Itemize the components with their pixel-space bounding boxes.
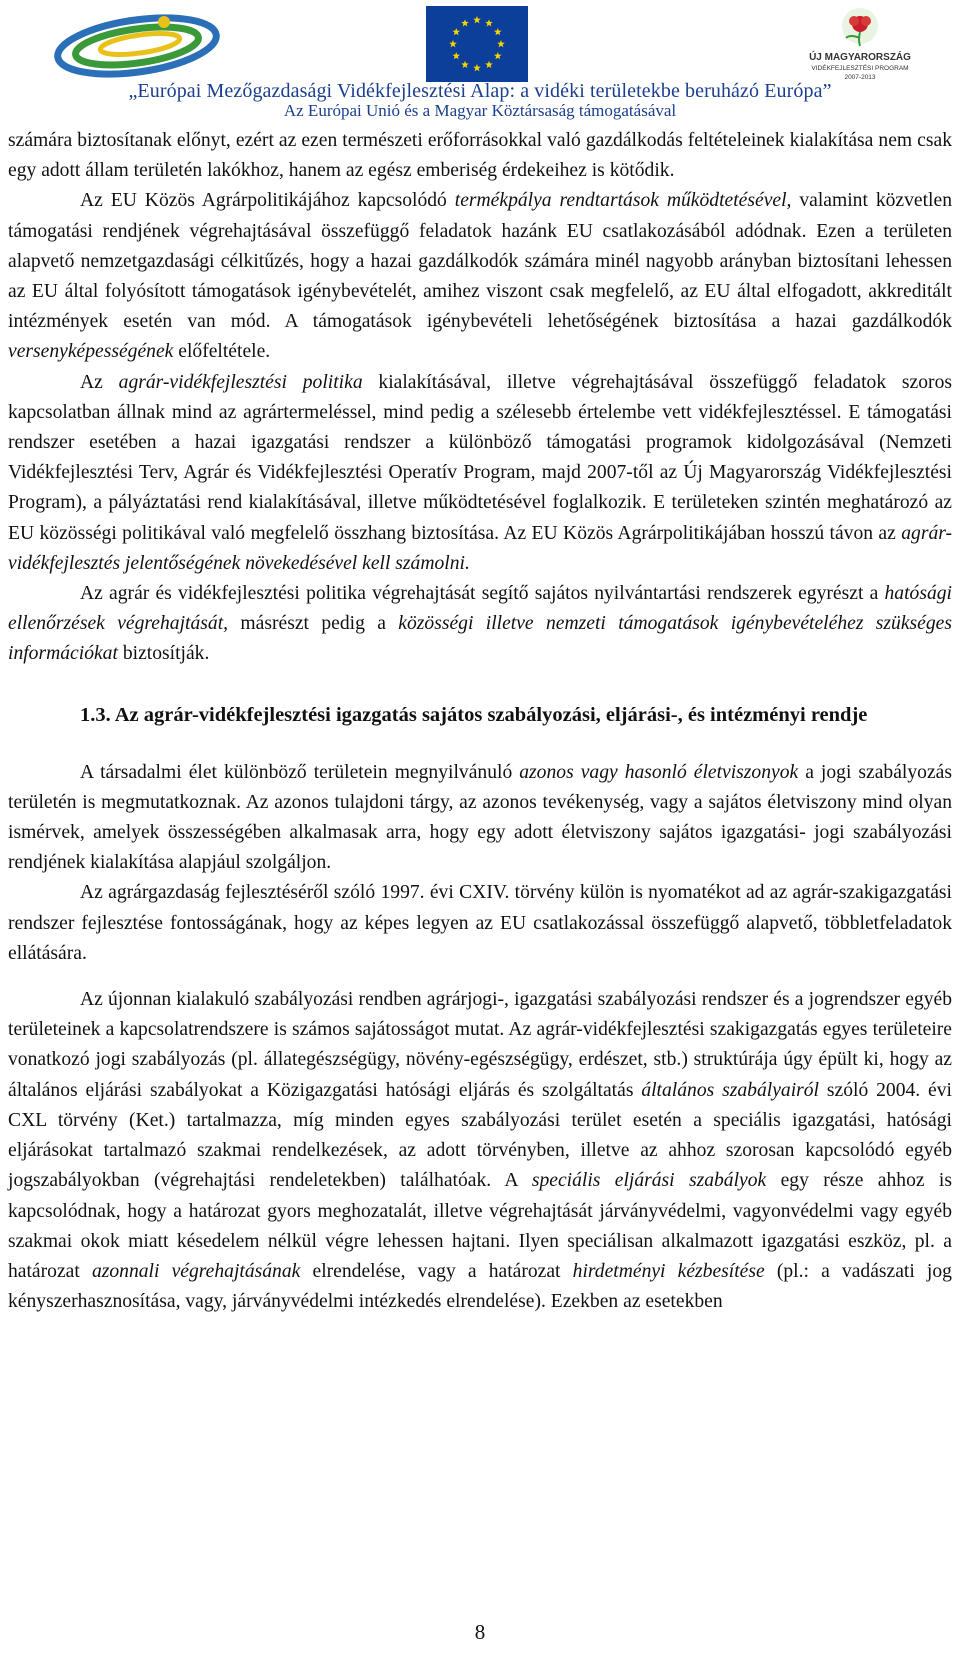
- svg-text:2007-2013: 2007-2013: [844, 74, 876, 81]
- paragraph-2: [8, 186, 952, 367]
- uj-magyarorszag-logo: [800, 4, 920, 84]
- paragraph-5: [8, 758, 952, 879]
- text-run: egy része ahhoz is kapcsolódnak, hogy a határozat gyors meghozatalát, illetve végrehajtását járványvédelmi, vagyonvédelmi vagy egyéb szakmai okok miatt késedelem nélkül végre lehessen hajtani. Ilyen speciálisan alkalmazott igazgatási eszköz, pl. a határozat: [8, 1170, 952, 1282]
- italic-text-run: agrár-vidékfejlesztési politika: [118, 371, 363, 393]
- paragraph-4: [8, 579, 952, 670]
- text-run: Az EU Közös Agrárpolitikájához kapcsolódó: [80, 190, 455, 212]
- text-run: valamint közvetlen támogatási rendjének végrehajtásával összefüggő feladatok hazánk EU csatlakozásából adódnak. Ezen a területen alapvető nemzetgazdasági célkitűzés, hogy a hazai gazdálkodók számára minél nagyobb arányban biztosítani lehessen az EU által folyósított támogatások igénybevételét, amihez viszont csak megfelelő, az EU által elfogadott, akkreditált intézmények esetén van mód. A támogatások igénybevételi lehetőségének biztosítása a hazai gazdálkodók: [8, 190, 952, 333]
- italic-text-run: versenyképességének: [8, 341, 174, 363]
- text-run: kialakításával, illetve végrehajtásával összefüggő feladatok szoros kapcsolatban állnak mind az agrártermeléssel, mind pedig a szélesebb értelembe vett vidékfejlesztéssel. E támogatási rendszer esetében a hazai igazgatási rendszer a különböző támogatási programok kidolgozásával (Nemzeti Vidékfejlesztési Terv, Agrár és Vidékfejlesztési Operatív Program, majd 2007-től az Új Magyarország Vidékfejlesztési Program), a pályáztatási rend kialakításával, illetve működtetésével foglalkozik. E területeken szintén meghatározó az EU közösségi politikával való megfelelő összhang biztosítása. Az EU Közös Agrárpolitikájában hosszú távon az: [8, 371, 952, 544]
- text-run: Az: [80, 371, 119, 393]
- italic-text-run: általános szabályairól: [641, 1079, 820, 1101]
- paragraph-1: [8, 126, 952, 186]
- svg-text:ÚJ MAGYARORSZÁG: ÚJ MAGYARORSZÁG: [809, 52, 911, 63]
- eu-flag-logo: [426, 6, 528, 82]
- text-run: Az újonnan kialakuló szabályozási rendben agrárjogi-, igazgatási szabályozási rendszer és a jogrendszer egyéb területeinek a kapcsolatrendszere is számos sajátosságot mutat. Az agrár-vidékfejlesztési szakigazgatás egyes területeire vonatkozó jogi szabályozás (pl. állategészségügy, növény-egészségügy, erdészet, stb.) struktúrája úgy épült ki, hogy az általános eljárási szabályokat a Közigazgatási hatósági eljárás és szolgáltatás: [8, 989, 952, 1101]
- italic-text-run: azonnali végrehajtásának: [91, 1260, 301, 1282]
- section-heading: 1.3. Az agrár-vidékfejlesztési igazgatás sajátos szabályozási, eljárási-, és intézményi rendje: [80, 703, 868, 726]
- header-support-line: Az Európai Unió és a Magyar Köztársaság támogatásával: [283, 101, 677, 120]
- text-run: elrendelése, vagy a határozat: [300, 1260, 573, 1282]
- document-body: [8, 126, 952, 1317]
- header-program-title: „Európai Mezőgazdasági Vidékfejlesztési Alap: a vidéki területekbe beruházó Európa”: [128, 80, 832, 102]
- italic-text-run: termékpálya rendtartások működtetésével,: [454, 190, 792, 212]
- program-swoosh-logo: [52, 6, 222, 82]
- text-run: másrészt pedig a: [228, 613, 399, 635]
- text-run: biztosítják.: [117, 643, 210, 665]
- italic-text-run: agrár-vidékfejlesztés jelentőségének növekedésével kell számolni.: [8, 522, 952, 574]
- text-run: szóló 2004. évi CXL törvény (Ket.) tartalmazza, míg minden egyes szabályozási terület esetén a speciális igazgatási, hatósági eljárásokat tartalmazó szakmai rendelkezések, az adott törvényben, illetve az ahhoz szorosan kapcsolódó egyéb jogszabályokban (végrehajtási rendeletekben) találhatóak. A: [8, 1079, 952, 1192]
- text-run: A társadalmi élet különböző területein megnyilvánuló: [80, 761, 520, 783]
- italic-text-run: hatósági ellenőrzések végrehajtását,: [8, 583, 952, 635]
- paragraph-7: [8, 985, 952, 1317]
- page-number: 8: [474, 1620, 486, 1644]
- italic-text-run: azonos vagy hasonló életviszonyok: [519, 761, 799, 783]
- text-run: számára biztosítanak előnyt, ezért az ezen természeti erőforrásokkal való gazdálkodás feltételeinek kialakítása nem csak egy adott állam területén lakókhoz, hanem az egész emberiség érdekeihez is kötődik.: [8, 130, 952, 182]
- page-header: [0, 0, 960, 120]
- text-run: (pl.: a vadászati jog kényszerhasznosítása, vagy, járványvédelmi intézkedés elrendelése). Ezekben az esetekben: [8, 1260, 952, 1313]
- paragraph-6: [8, 878, 952, 969]
- italic-text-run: speciális eljárási szabályok: [531, 1170, 767, 1192]
- italic-text-run: hirdetményi kézbesítése: [572, 1260, 765, 1282]
- text-run: előfeltétele.: [173, 341, 271, 363]
- text-run: Az agrárgazdaság fejlesztéséről szóló 1997. évi CXIV. törvény külön is nyomatékot ad az agrár-szakigazgatási rendszer fejlesztése fontosságának, hogy az képes legyen az EU csatlakozással összefüggő alapvető, többletfeladatok ellátására.: [8, 882, 952, 964]
- paragraph-3: [8, 368, 952, 579]
- text-run: a jogi szabályozás területén is megmutatkoznak. Az azonos tulajdoni tárgy, az azonos tevékenység, vagy a sajátos életviszony mind olyan ismérvek, amelyek összességében alkalmasak arra, hogy egy adott életviszony sajátos igazgatási- jogi szabályozási rendjének kialakítása alapjául szolgáljon.: [8, 761, 952, 874]
- italic-text-run: közösségi illetve nemzeti támogatások igénybevételéhez szükséges információkat: [8, 613, 952, 665]
- text-run: Az agrár és vidékfejlesztési politika végrehajtását segítő sajátos nyilvántartási rendszerek egyrészt a: [80, 583, 885, 605]
- svg-text:VIDÉKFEJLESZTÉSI PROGRAM: VIDÉKFEJLESZTÉSI PROGRAM: [811, 65, 909, 72]
